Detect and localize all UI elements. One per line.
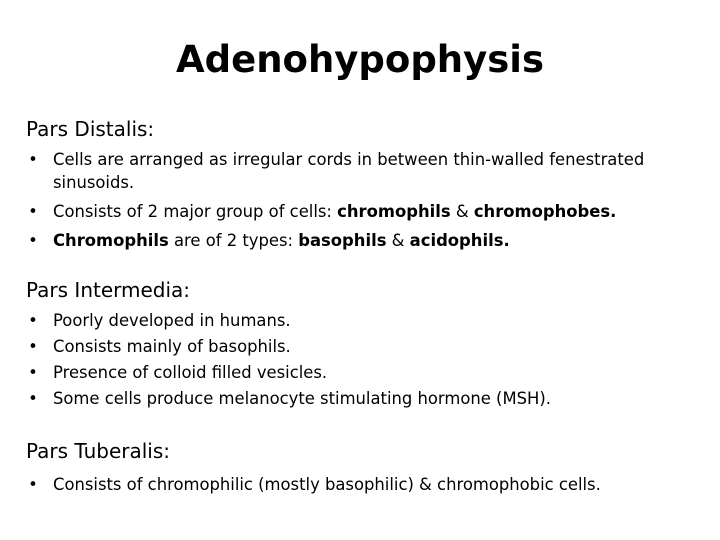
bullet-list-pars-distalis xyxy=(26,148,706,258)
slide-title: Adenohypophysis xyxy=(175,38,544,81)
bullet-icon: • xyxy=(28,363,38,382)
bold-term: chromophils xyxy=(337,202,451,221)
bullet-text: Consists mainly of basophils. xyxy=(53,337,291,356)
bullet-text: & xyxy=(386,231,410,250)
list-item xyxy=(26,335,706,358)
list-item xyxy=(26,200,706,223)
bullet-icon: • xyxy=(28,150,38,169)
bullet-text: Consists of 2 major group of cells: xyxy=(53,202,338,221)
bold-term: Chromophils xyxy=(53,231,169,250)
bullet-text: Consists of chromophilic (mostly basophilic) & chromophobic cells. xyxy=(53,475,601,494)
section-heading-pars-intermedia: Pars Intermedia: xyxy=(26,278,191,302)
list-item xyxy=(26,361,706,384)
list-item xyxy=(26,229,706,252)
bullet-list-pars-intermedia xyxy=(26,309,706,413)
bullet-text: are of 2 types: xyxy=(168,231,299,250)
bullet-text: Cells are arranged as irregular cords in between thin-walled fenestrated sinusoids. xyxy=(53,150,645,192)
bullet-text: Some cells produce melanocyte stimulating hormone (MSH). xyxy=(53,389,551,408)
bullet-icon: • xyxy=(28,311,38,330)
bullet-icon: • xyxy=(28,389,38,408)
list-item xyxy=(26,473,706,496)
bullet-icon: • xyxy=(28,231,38,250)
section-heading-pars-distalis: Pars Distalis: xyxy=(26,117,155,141)
section-heading-pars-tuberalis: Pars Tuberalis: xyxy=(26,439,171,463)
list-item xyxy=(26,387,706,410)
list-item xyxy=(26,309,706,332)
bold-term: acidophils. xyxy=(409,231,510,250)
bold-term: chromophobes. xyxy=(473,202,617,221)
list-item xyxy=(26,148,706,194)
bullet-icon: • xyxy=(28,337,38,356)
bullet-text: Presence of colloid filled vesicles. xyxy=(53,363,328,382)
bullet-text: & xyxy=(450,202,474,221)
bullet-icon: • xyxy=(28,202,38,221)
bullet-icon: • xyxy=(28,475,38,494)
bullet-list-pars-tuberalis xyxy=(26,473,706,502)
bold-term: basophils xyxy=(298,231,387,250)
bullet-text: Poorly developed in humans. xyxy=(53,311,291,330)
